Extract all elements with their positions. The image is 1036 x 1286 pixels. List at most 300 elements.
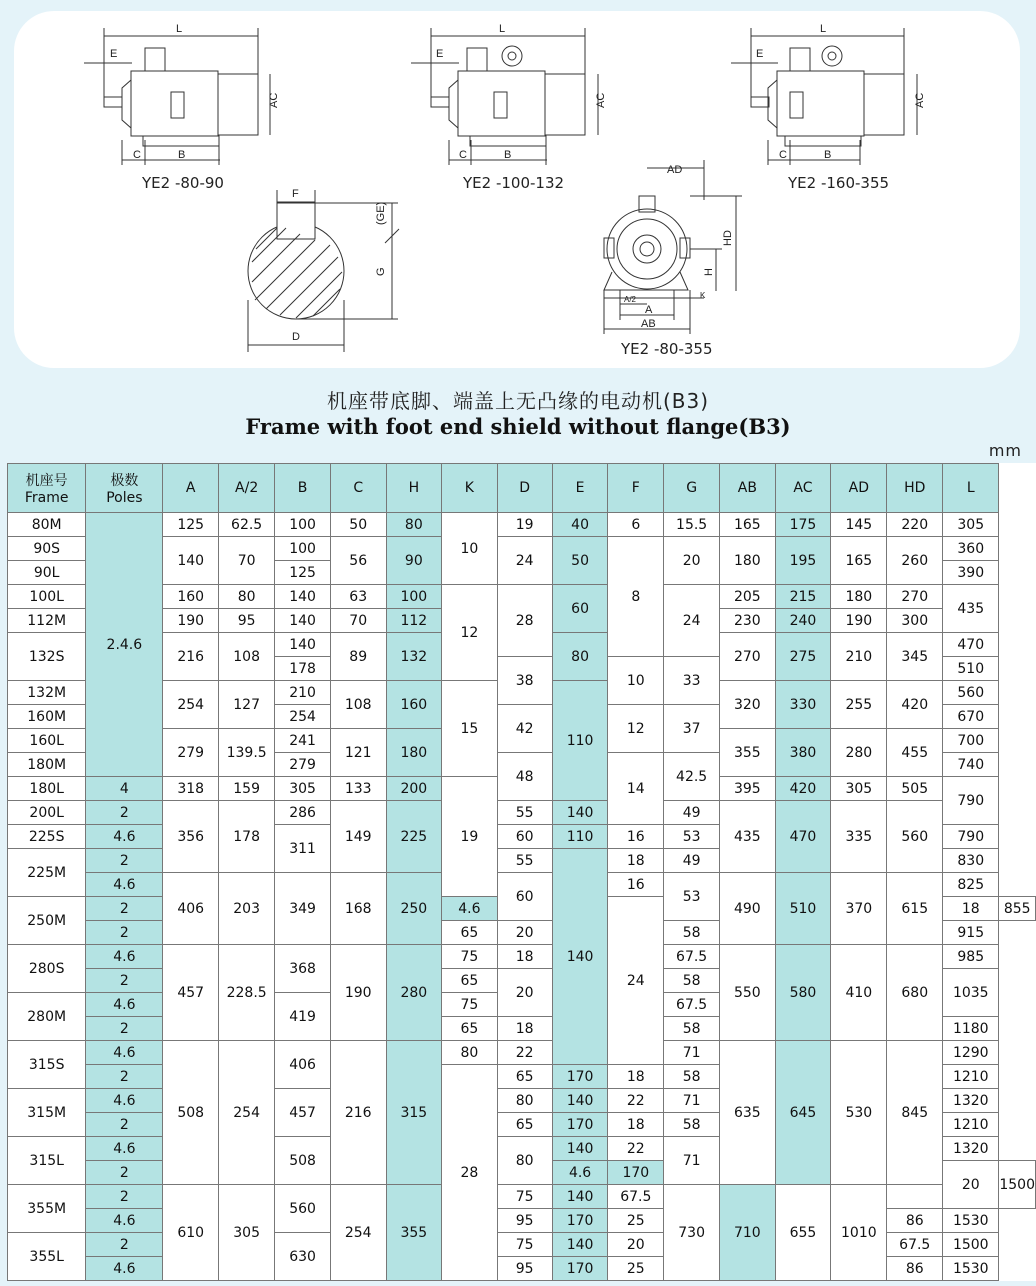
cell-ac: 175 xyxy=(775,513,831,537)
cell-a2: 159 xyxy=(219,777,275,801)
header-b: B xyxy=(275,464,331,513)
cell-d: 19 xyxy=(497,513,552,537)
cell-d: 38 xyxy=(497,657,552,705)
cell-frame: 250M xyxy=(8,897,86,945)
cell-ab: 490 xyxy=(720,873,776,945)
cell-l: 1320 xyxy=(943,1089,999,1113)
header-poles: 极数 Poles xyxy=(86,464,163,513)
cell-ab: 165 xyxy=(720,513,776,537)
cell-b: 311 xyxy=(275,825,331,873)
cell-e: 170 xyxy=(552,1113,608,1137)
cell-l: 305 xyxy=(943,513,999,537)
cell-l: 1180 xyxy=(943,1017,999,1041)
cell-e: 140 xyxy=(552,1089,608,1113)
cell-ad: 335 xyxy=(831,801,887,873)
label-l-2: L xyxy=(499,23,506,35)
cell-ad: 410 xyxy=(831,945,887,1041)
label-c-3: C xyxy=(779,149,787,161)
cell-h: 80 xyxy=(386,513,442,537)
cell-ad: 180 xyxy=(831,585,887,609)
header-frame: 机座号 Frame xyxy=(8,464,86,513)
cell-frame: 180M xyxy=(8,753,86,777)
cell-g: 37 xyxy=(664,705,720,753)
cell-l: 470 xyxy=(943,633,999,657)
label-c-2: C xyxy=(459,149,467,161)
dimension-table xyxy=(7,463,1036,1281)
cell-g: 24 xyxy=(664,585,720,657)
cell-a: 406 xyxy=(163,873,219,945)
header-e: E xyxy=(552,464,608,513)
cell-f: 18 xyxy=(608,1065,664,1089)
table-body xyxy=(8,513,1036,1281)
cell-e: 170 xyxy=(552,1257,608,1281)
caption-ye2-80-355: YE2 -80-355 xyxy=(621,340,713,358)
cell-g: 67.5 xyxy=(664,993,720,1017)
cell-f: 16 xyxy=(608,825,664,849)
cell-poles: 2 xyxy=(86,801,163,825)
cell-frame: 315M xyxy=(8,1089,86,1137)
cell-b: 419 xyxy=(275,993,331,1041)
cell-d: 65 xyxy=(442,1017,497,1041)
cell-e: 170 xyxy=(552,1209,608,1233)
cell-ad: 655 xyxy=(775,1185,831,1281)
cell-poles: 2.4.6 xyxy=(86,513,163,777)
cell-poles: 2 xyxy=(86,1161,163,1185)
cell-d: 65 xyxy=(442,969,497,993)
cell-f: 22 xyxy=(608,1137,664,1161)
cell-b: 100 xyxy=(275,537,331,561)
cell-ab: 730 xyxy=(664,1185,720,1281)
cell-ab: 635 xyxy=(720,1041,776,1185)
cell-d: 55 xyxy=(497,849,552,873)
cell-c: 149 xyxy=(330,801,386,873)
cell-ac: 645 xyxy=(775,1041,831,1185)
cell-c: 254 xyxy=(330,1185,386,1281)
cell-f: 18 xyxy=(608,849,664,873)
cell-a: 216 xyxy=(163,633,219,681)
cell-g: 58 xyxy=(664,1065,720,1089)
cell-d: 75 xyxy=(497,1233,552,1257)
header-l: L xyxy=(943,464,999,513)
cell-h: 315 xyxy=(386,1041,442,1185)
cell-hd: 270 xyxy=(887,585,943,609)
cell-b: 630 xyxy=(275,1233,331,1281)
cell-ac: 240 xyxy=(775,609,831,633)
cell-ac: 330 xyxy=(775,681,831,729)
cell-b: 286 xyxy=(275,801,331,825)
cell-f: 18 xyxy=(608,1113,664,1137)
header-c: C xyxy=(330,464,386,513)
cell-l: 825 xyxy=(943,873,999,897)
cell-poles: 4.6 xyxy=(86,873,163,897)
cell-l: 510 xyxy=(943,657,999,681)
cell-c: 56 xyxy=(330,537,386,585)
cell-poles: 4 xyxy=(86,777,163,801)
cell-frame: 132S xyxy=(8,633,86,681)
cell-e: 50 xyxy=(552,537,608,585)
cell-g: 58 xyxy=(664,921,720,945)
cell-frame: 80M xyxy=(8,513,86,537)
cell-b: 457 xyxy=(275,1089,331,1137)
cell-g: 58 xyxy=(664,969,720,993)
cell-frame: 315S xyxy=(8,1041,86,1089)
header-g: G xyxy=(664,464,720,513)
cell-b: 560 xyxy=(275,1185,331,1233)
cell-h: 100 xyxy=(386,585,442,609)
cell-f: 12 xyxy=(608,705,664,753)
cell-a: 318 xyxy=(163,777,219,801)
header-ab: AB xyxy=(720,464,776,513)
cell-f: 25 xyxy=(608,1257,664,1281)
cell-ab: 395 xyxy=(720,777,776,801)
cell-c: 63 xyxy=(330,585,386,609)
cell-d: 75 xyxy=(442,945,497,969)
cell-l: 1210 xyxy=(943,1113,999,1137)
cell-ab: 355 xyxy=(720,729,776,777)
cell-b: 406 xyxy=(275,1041,331,1089)
cell-d: 48 xyxy=(497,753,552,801)
cell-k: 10 xyxy=(442,513,497,585)
label-l-3: L xyxy=(820,23,827,35)
cell-b: 140 xyxy=(275,585,331,609)
cell-poles: 2 xyxy=(86,897,163,921)
cell-g: 71 xyxy=(664,1137,720,1185)
cell-hd: 615 xyxy=(887,873,943,945)
cell-frame: 180L xyxy=(8,777,86,801)
cell-g: 20 xyxy=(664,537,720,585)
cell-b: 349 xyxy=(275,873,331,945)
cell-a2: 139.5 xyxy=(219,729,275,777)
cell-f: 6 xyxy=(608,513,664,537)
cell-e: 110 xyxy=(552,681,608,801)
cell-a2: 70 xyxy=(219,537,275,585)
cell-l: 670 xyxy=(943,705,999,729)
cell-hd: 680 xyxy=(887,945,943,1041)
cell-g: 86 xyxy=(887,1257,943,1281)
cell-e: 140 xyxy=(552,801,608,825)
cell-g: 67.5 xyxy=(664,945,720,969)
cell-k: 15 xyxy=(442,681,497,777)
cell-poles: 2 xyxy=(86,1185,163,1209)
label-e-2: E xyxy=(436,48,444,60)
cell-c: 70 xyxy=(330,609,386,633)
cell-frame: 112M xyxy=(8,609,86,633)
cell-c: 121 xyxy=(330,729,386,777)
cell-b: 140 xyxy=(275,633,331,657)
cell-g: 67.5 xyxy=(887,1233,943,1257)
cell-e: 170 xyxy=(552,1065,608,1089)
cell-hd: 345 xyxy=(887,633,943,681)
cell-d: 24 xyxy=(497,537,552,585)
cell-f: 10 xyxy=(608,657,664,705)
cell-e: 110 xyxy=(552,825,608,849)
cell-l: 435 xyxy=(943,585,999,633)
cell-frame: 160L xyxy=(8,729,86,753)
label-l-1: L xyxy=(176,23,183,35)
cell-a: 356 xyxy=(163,801,219,873)
label-a: A xyxy=(645,304,653,316)
cell-ad: 305 xyxy=(831,777,887,801)
cell-hd: 505 xyxy=(887,777,943,801)
cell-h: 90 xyxy=(386,537,442,585)
cell-a2: 228.5 xyxy=(219,945,275,1041)
cell-b: 508 xyxy=(275,1137,331,1185)
cell-g: 42.5 xyxy=(664,753,720,801)
label-b-2: B xyxy=(504,149,512,161)
cell-d: 28 xyxy=(497,585,552,657)
cell-k: 28 xyxy=(442,1065,497,1281)
header-ac: AC xyxy=(775,464,831,513)
cell-e: 140 xyxy=(552,1233,608,1257)
table-row xyxy=(8,945,1036,969)
cell-l: 985 xyxy=(943,945,999,969)
cell-d: 65 xyxy=(442,921,497,945)
cell-h: 180 xyxy=(386,729,442,777)
caption-ye2-160-355: YE2 -160-355 xyxy=(788,174,890,192)
cell-h: 200 xyxy=(386,777,442,801)
cell-l: 700 xyxy=(943,729,999,753)
label-ge: (GE) xyxy=(375,201,387,225)
cell-frame: 132M xyxy=(8,681,86,705)
cell-l: 915 xyxy=(943,921,999,945)
cell-g: 49 xyxy=(664,801,720,825)
cell-l: 560 xyxy=(943,681,999,705)
cell-e: 170 xyxy=(608,1161,664,1185)
cell-b: 368 xyxy=(275,945,331,993)
cell-a: 610 xyxy=(163,1185,219,1281)
cell-a2: 305 xyxy=(219,1185,275,1281)
cell-ac: 195 xyxy=(775,537,831,585)
cell-frame: 225M xyxy=(8,849,86,897)
label-g: G xyxy=(375,267,387,276)
cell-g: 86 xyxy=(887,1209,943,1233)
cell-frame: 225S xyxy=(8,825,86,849)
cell-l: 855 xyxy=(999,897,1036,921)
table-row xyxy=(8,1185,1036,1209)
cell-k: 19 xyxy=(442,777,497,897)
cell-f: 25 xyxy=(608,1209,664,1233)
cell-poles: 2 xyxy=(86,1017,163,1041)
header-f: F xyxy=(608,464,664,513)
cell-hd: 260 xyxy=(887,537,943,585)
cell-l: 1290 xyxy=(943,1041,999,1065)
cell-l: 1530 xyxy=(943,1209,999,1233)
cell-poles: 4.6 xyxy=(86,1089,163,1113)
cell-e: 140 xyxy=(552,1137,608,1161)
cell-ad: 370 xyxy=(831,873,887,945)
cell-d: 80 xyxy=(497,1089,552,1113)
cell-g: 49 xyxy=(664,849,720,873)
cell-d: 65 xyxy=(497,1065,552,1089)
table-row xyxy=(8,1041,1036,1065)
cell-ac: 470 xyxy=(775,801,831,873)
cell-ab: 320 xyxy=(720,681,776,729)
cell-ad: 145 xyxy=(831,513,887,537)
cell-poles: 2 xyxy=(86,1113,163,1137)
cell-k: 12 xyxy=(442,585,497,681)
cell-h: 160 xyxy=(386,681,442,729)
cell-h: 132 xyxy=(386,633,442,681)
cell-a2: 62.5 xyxy=(219,513,275,537)
header-a: A xyxy=(163,464,219,513)
cell-poles: 4.6 xyxy=(86,945,163,969)
cell-frame: 280M xyxy=(8,993,86,1041)
cell-b: 210 xyxy=(275,681,331,705)
cell-d: 95 xyxy=(497,1209,552,1233)
cell-ab: 205 xyxy=(720,585,776,609)
cell-frame: 200L xyxy=(8,801,86,825)
cell-h: 355 xyxy=(386,1185,442,1281)
cell-frame: 90L xyxy=(8,561,86,585)
cell-f: 22 xyxy=(497,1041,552,1065)
cell-ac: 420 xyxy=(775,777,831,801)
cell-b: 100 xyxy=(275,513,331,537)
label-e-3: E xyxy=(756,48,764,60)
cell-poles: 2 xyxy=(86,1065,163,1089)
cell-hd: 1010 xyxy=(831,1185,887,1281)
cell-a2: 178 xyxy=(219,801,275,873)
cell-frame: 355L xyxy=(8,1233,86,1281)
cell-l: 740 xyxy=(943,753,999,777)
cell-d: 42 xyxy=(497,705,552,753)
cell-g: 67.5 xyxy=(608,1185,664,1209)
cell-ab: 435 xyxy=(720,801,776,873)
title-english: Frame with foot end shield without flange(B3) xyxy=(245,414,791,439)
cell-k: 24 xyxy=(608,897,664,1065)
cell-frame: 315L xyxy=(8,1137,86,1185)
cell-f: 8 xyxy=(608,537,664,657)
cell-frame: 90S xyxy=(8,537,86,561)
label-hd: HD xyxy=(722,230,734,246)
cell-g: 71 xyxy=(664,1041,720,1065)
cell-ad: 530 xyxy=(831,1041,887,1185)
cell-b: 178 xyxy=(275,657,331,681)
header-d: D xyxy=(497,464,552,513)
label-c-1: C xyxy=(133,149,141,161)
caption-ye2-100-132: YE2 -100-132 xyxy=(463,174,565,192)
header-h: H xyxy=(386,464,442,513)
cell-d: 60 xyxy=(497,873,552,921)
cell-g: 33 xyxy=(664,657,720,705)
table-row xyxy=(8,513,1036,537)
cell-e: 80 xyxy=(552,633,608,681)
cell-a: 190 xyxy=(163,609,219,633)
cell-ab: 550 xyxy=(720,945,776,1041)
cell-e: 140 xyxy=(552,1185,608,1209)
cell-b: 125 xyxy=(275,561,331,585)
cell-poles: 2 xyxy=(86,849,163,873)
label-e-1: E xyxy=(110,48,118,60)
cell-g: 53 xyxy=(664,873,720,921)
caption-ye2-80-90: YE2 -80-90 xyxy=(142,174,224,192)
cell-ad: 190 xyxy=(831,609,887,633)
label-ac-1: AC xyxy=(268,92,280,108)
cell-a: 508 xyxy=(163,1041,219,1185)
cell-poles: 2 xyxy=(86,921,163,945)
cell-f: 18 xyxy=(943,897,999,921)
cell-f: 16 xyxy=(608,873,664,897)
cell-a2: 254 xyxy=(219,1041,275,1185)
cell-poles: 4.6 xyxy=(552,1161,608,1185)
header-ad: AD xyxy=(831,464,887,513)
cell-poles: 4.6 xyxy=(86,825,163,849)
cell-c: 190 xyxy=(330,945,386,1041)
cell-poles: 2 xyxy=(86,969,163,993)
cell-ab: 230 xyxy=(720,609,776,633)
cell-ab: 180 xyxy=(720,537,776,585)
cell-l: 1500 xyxy=(999,1161,1036,1209)
cell-g: 53 xyxy=(664,825,720,849)
header-k: K xyxy=(442,464,497,513)
cell-c: 50 xyxy=(330,513,386,537)
label-ad: AD xyxy=(667,164,683,176)
cell-frame: 100L xyxy=(8,585,86,609)
cell-f: 20 xyxy=(608,1233,664,1257)
cell-poles: 4.6 xyxy=(86,993,163,1017)
cell-e: 140 xyxy=(552,849,608,1065)
label-b-3: B xyxy=(824,149,832,161)
cell-a: 140 xyxy=(163,537,219,585)
cell-d: 95 xyxy=(497,1257,552,1281)
cell-l: 360 xyxy=(943,537,999,561)
label-ab: AB xyxy=(641,318,656,330)
cell-f: 20 xyxy=(497,969,552,1017)
cell-h: 112 xyxy=(386,609,442,633)
cell-l: 390 xyxy=(943,561,999,585)
cell-f: 20 xyxy=(943,1161,999,1209)
cell-c: 133 xyxy=(330,777,386,801)
cell-poles: 2 xyxy=(86,1233,163,1257)
cell-hd: 300 xyxy=(887,609,943,633)
cell-poles: 4.6 xyxy=(442,897,497,921)
cell-a2: 108 xyxy=(219,633,275,681)
label-k: K xyxy=(700,291,706,300)
cell-a2: 203 xyxy=(219,873,275,945)
cell-a: 160 xyxy=(163,585,219,609)
cell-f: 14 xyxy=(608,753,664,825)
cell-b: 305 xyxy=(275,777,331,801)
cell-hd: 220 xyxy=(887,513,943,537)
cell-ac: 510 xyxy=(775,873,831,945)
cell-d: 80 xyxy=(442,1041,497,1065)
motor-front-view xyxy=(604,160,742,334)
cell-l: 1320 xyxy=(943,1137,999,1161)
cell-e: 60 xyxy=(552,585,608,633)
cell-ac: 275 xyxy=(775,633,831,681)
cell-f: 22 xyxy=(608,1089,664,1113)
table-row xyxy=(8,873,1036,897)
header-a2: A/2 xyxy=(219,464,275,513)
cell-a2: 127 xyxy=(219,681,275,729)
cell-hd: 420 xyxy=(887,681,943,729)
cell-l: 830 xyxy=(943,849,999,873)
cell-l: 1035 xyxy=(943,969,999,1017)
cell-d: 80 xyxy=(497,1137,552,1185)
header-hd: HD xyxy=(887,464,943,513)
cell-l: 790 xyxy=(943,825,999,849)
cell-frame: 355M xyxy=(8,1185,86,1233)
label-h: H xyxy=(703,268,715,276)
cell-b: 140 xyxy=(275,609,331,633)
cell-h: 225 xyxy=(386,801,442,873)
cell-frame: 280S xyxy=(8,945,86,993)
cell-poles: 4.6 xyxy=(86,1137,163,1161)
label-ac-3: AC xyxy=(914,92,926,108)
cell-a: 279 xyxy=(163,729,219,777)
cell-b: 254 xyxy=(275,705,331,729)
cell-g: 58 xyxy=(664,1017,720,1041)
cell-b: 279 xyxy=(275,753,331,777)
